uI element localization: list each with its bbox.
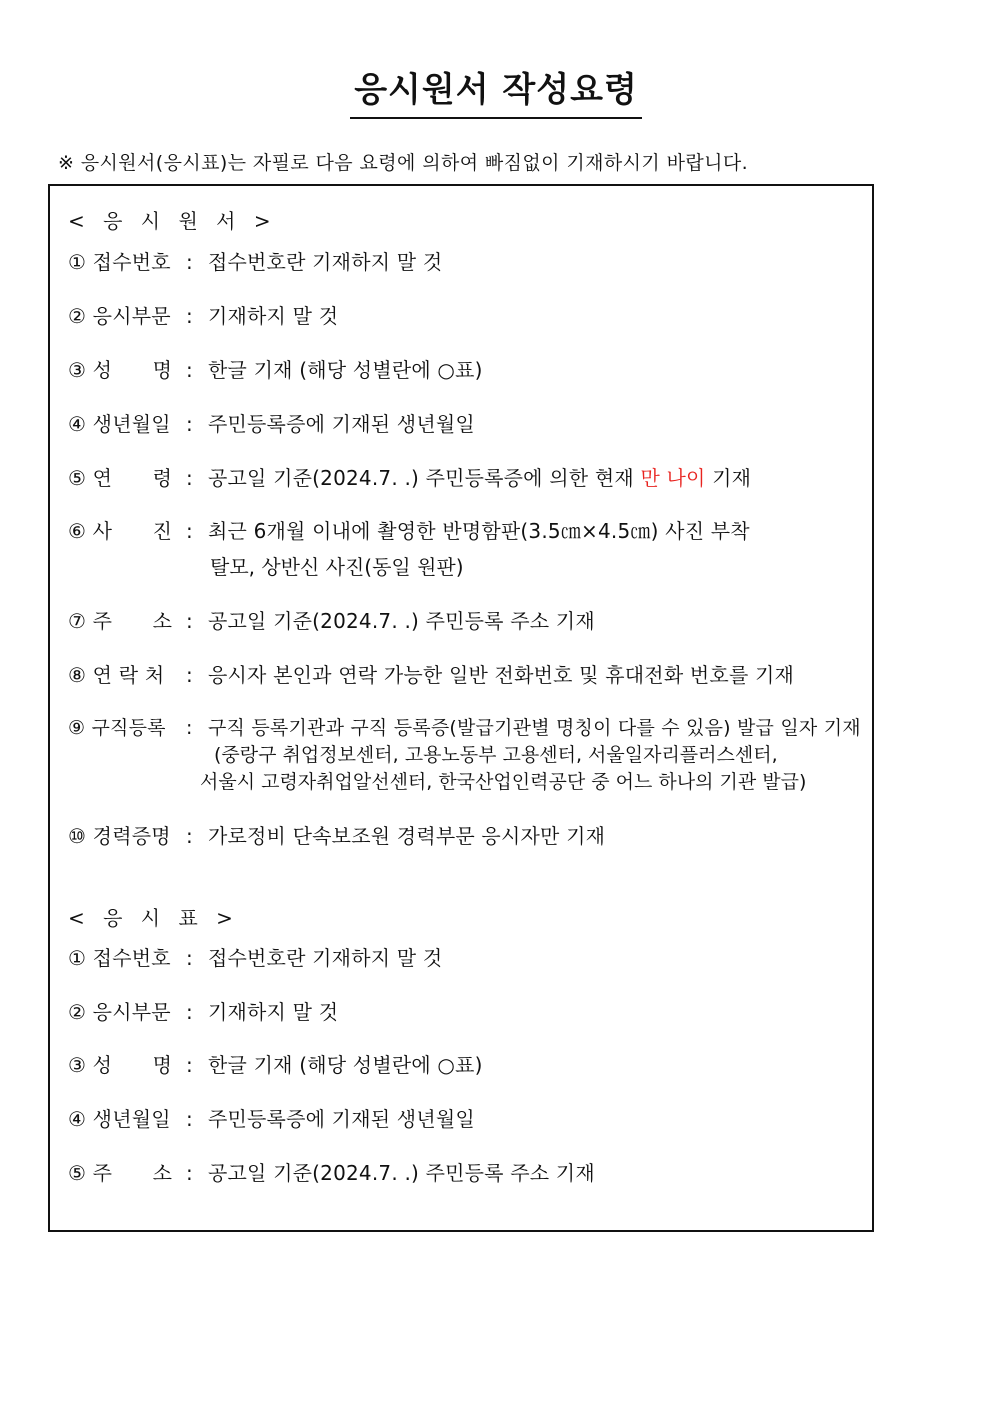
- application-item-job-registration-continuation-2: 서울시 고령자취업알선센터, 한국산업인력공단 중 어느 하나의 기관 발급): [200, 771, 807, 793]
- application-section-header: < 응 시 원 서 >: [68, 209, 277, 233]
- application-item-career: ⑩ 경력증명 : 가로정비 단속보조원 경력부문 응시자만 기재: [68, 824, 606, 848]
- application-item-contact: ⑧ 연 락 처 : 응시자 본인과 연락 가능한 일반 전화번호 및 휴대전화 번호를 기재: [68, 663, 795, 687]
- application-item-job-registration: ⑨ 구직등록 : 구직 등록기관과 구직 등록증(발급기관별 명칭이 다를 수 있음) 발급 일자 기재: [68, 717, 861, 739]
- application-item-division: ② 응시부문 : 기재하지 말 것: [68, 304, 339, 328]
- ticket-item-receipt-number: ① 접수번호 : 접수번호란 기재하지 말 것: [68, 946, 443, 970]
- instruction-notice: ※ 응시원서(응시표)는 자필로 다음 요령에 의하여 빠짐없이 기재하시기 바랍니다.: [58, 152, 749, 174]
- application-item-photo: ⑥ 사 진 : 최근 6개월 이내에 촬영한 반명함판(3.5㎝×4.5㎝) 사진 부착: [68, 519, 750, 543]
- application-item-photo-continuation: 탈모, 상반신 사진(동일 원판): [210, 555, 464, 579]
- page-title: 응시원서 작성요령: [0, 62, 992, 119]
- ticket-section-header: < 응 시 표 >: [68, 906, 239, 930]
- ticket-item-birthdate: ④ 생년월일 : 주민등록증에 기재된 생년월일: [68, 1107, 475, 1131]
- age-highlight: 만 나이: [640, 466, 706, 490]
- application-item-receipt-number: ① 접수번호 : 접수번호란 기재하지 말 것: [68, 250, 443, 274]
- ticket-item-division: ② 응시부문 : 기재하지 말 것: [68, 1000, 339, 1024]
- application-item-name: ③ 성 명 : 한글 기재 (해당 성별란에 ○표): [68, 358, 483, 382]
- ticket-item-address: ⑤ 주 소 : 공고일 기준(2024.7. .) 주민등록 주소 기재: [68, 1161, 595, 1185]
- application-item-age: ⑤ 연 령 : 공고일 기준(2024.7. .) 주민등록증에 의한 현재 만 나이 기재: [68, 466, 752, 490]
- application-item-birthdate: ④ 생년월일 : 주민등록증에 기재된 생년월일: [68, 412, 475, 436]
- application-item-address: ⑦ 주 소 : 공고일 기준(2024.7. .) 주민등록 주소 기재: [68, 609, 595, 633]
- application-item-job-registration-continuation: (중랑구 취업정보센터, 고용노동부 고용센터, 서울일자리플러스센터,: [214, 744, 778, 766]
- ticket-item-name: ③ 성 명 : 한글 기재 (해당 성별란에 ○표): [68, 1053, 483, 1077]
